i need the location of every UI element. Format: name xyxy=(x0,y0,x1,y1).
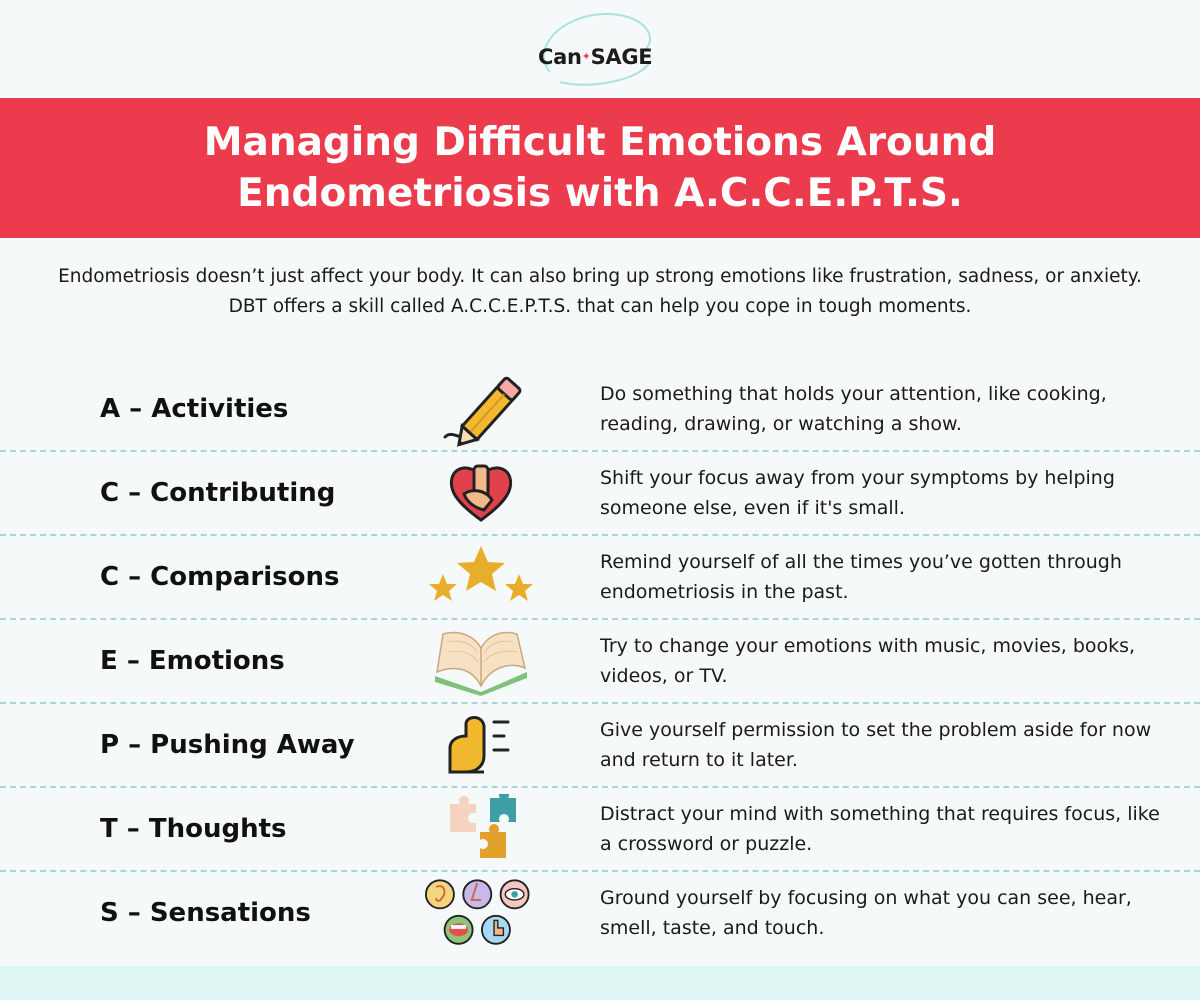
page-title: Managing Difficult Emotions Around Endometriosis with A.C.C.E.P.T.S. xyxy=(203,120,997,216)
maple-leaf-icon: ✦ xyxy=(581,50,591,63)
list-item-emotions xyxy=(0,618,1200,702)
list-item-pushing-away xyxy=(0,702,1200,786)
helping-hands-heart-icon xyxy=(425,452,537,534)
item-description: Remind yourself of all the times you’ve gotten through endometriosis in the past. xyxy=(600,551,1122,603)
item-label: A – Activities xyxy=(100,394,289,424)
item-description: Distract your mind with something that requires focus, like a crossword or puzzle. xyxy=(600,803,1160,855)
item-description: Ground yourself by focusing on what you can see, hear, smell, taste, and touch. xyxy=(600,887,1132,939)
item-label: C – Comparisons xyxy=(100,562,340,592)
item-description: Do something that holds your attention, like cooking, reading, drawing, or watching a show. xyxy=(600,383,1107,435)
accepts-list xyxy=(0,368,1200,954)
cansage-logo xyxy=(520,10,680,90)
list-item-thoughts xyxy=(0,786,1200,870)
logo-text-can: Can xyxy=(538,45,582,69)
title-banner xyxy=(0,98,1200,238)
item-description: Shift your focus away from your symptoms by helping someone else, even if it's small. xyxy=(600,467,1115,519)
pencil-icon xyxy=(425,368,537,450)
list-item-activities xyxy=(0,368,1200,450)
item-label: P – Pushing Away xyxy=(100,730,355,760)
logo-text-sage: SAGE xyxy=(590,45,653,69)
list-item-comparisons xyxy=(0,534,1200,618)
footer-band xyxy=(0,966,1200,1000)
item-label: C – Contributing xyxy=(100,478,336,508)
five-senses-icon xyxy=(425,872,537,954)
item-label: T – Thoughts xyxy=(100,814,287,844)
list-item-contributing xyxy=(0,450,1200,534)
stop-hand-icon xyxy=(425,704,537,786)
item-label: S – Sensations xyxy=(100,898,311,928)
item-description: Try to change your emotions with music, movies, books, videos, or TV. xyxy=(600,635,1136,687)
item-description: Give yourself permission to set the problem aside for now and return to it later. xyxy=(600,719,1152,771)
puzzle-pieces-icon xyxy=(425,788,537,870)
intro-paragraph: Endometriosis doesn’t just affect your body. It can also bring up strong emotions like frustration, sadness, or anxiety. DBT offers a skill called A.C.C.E.P.T.S. that can help you cope in tough moments. xyxy=(58,266,1142,317)
stars-icon xyxy=(425,536,537,618)
item-label: E – Emotions xyxy=(100,646,285,676)
open-book-icon xyxy=(425,620,537,702)
list-item-sensations xyxy=(0,870,1200,954)
